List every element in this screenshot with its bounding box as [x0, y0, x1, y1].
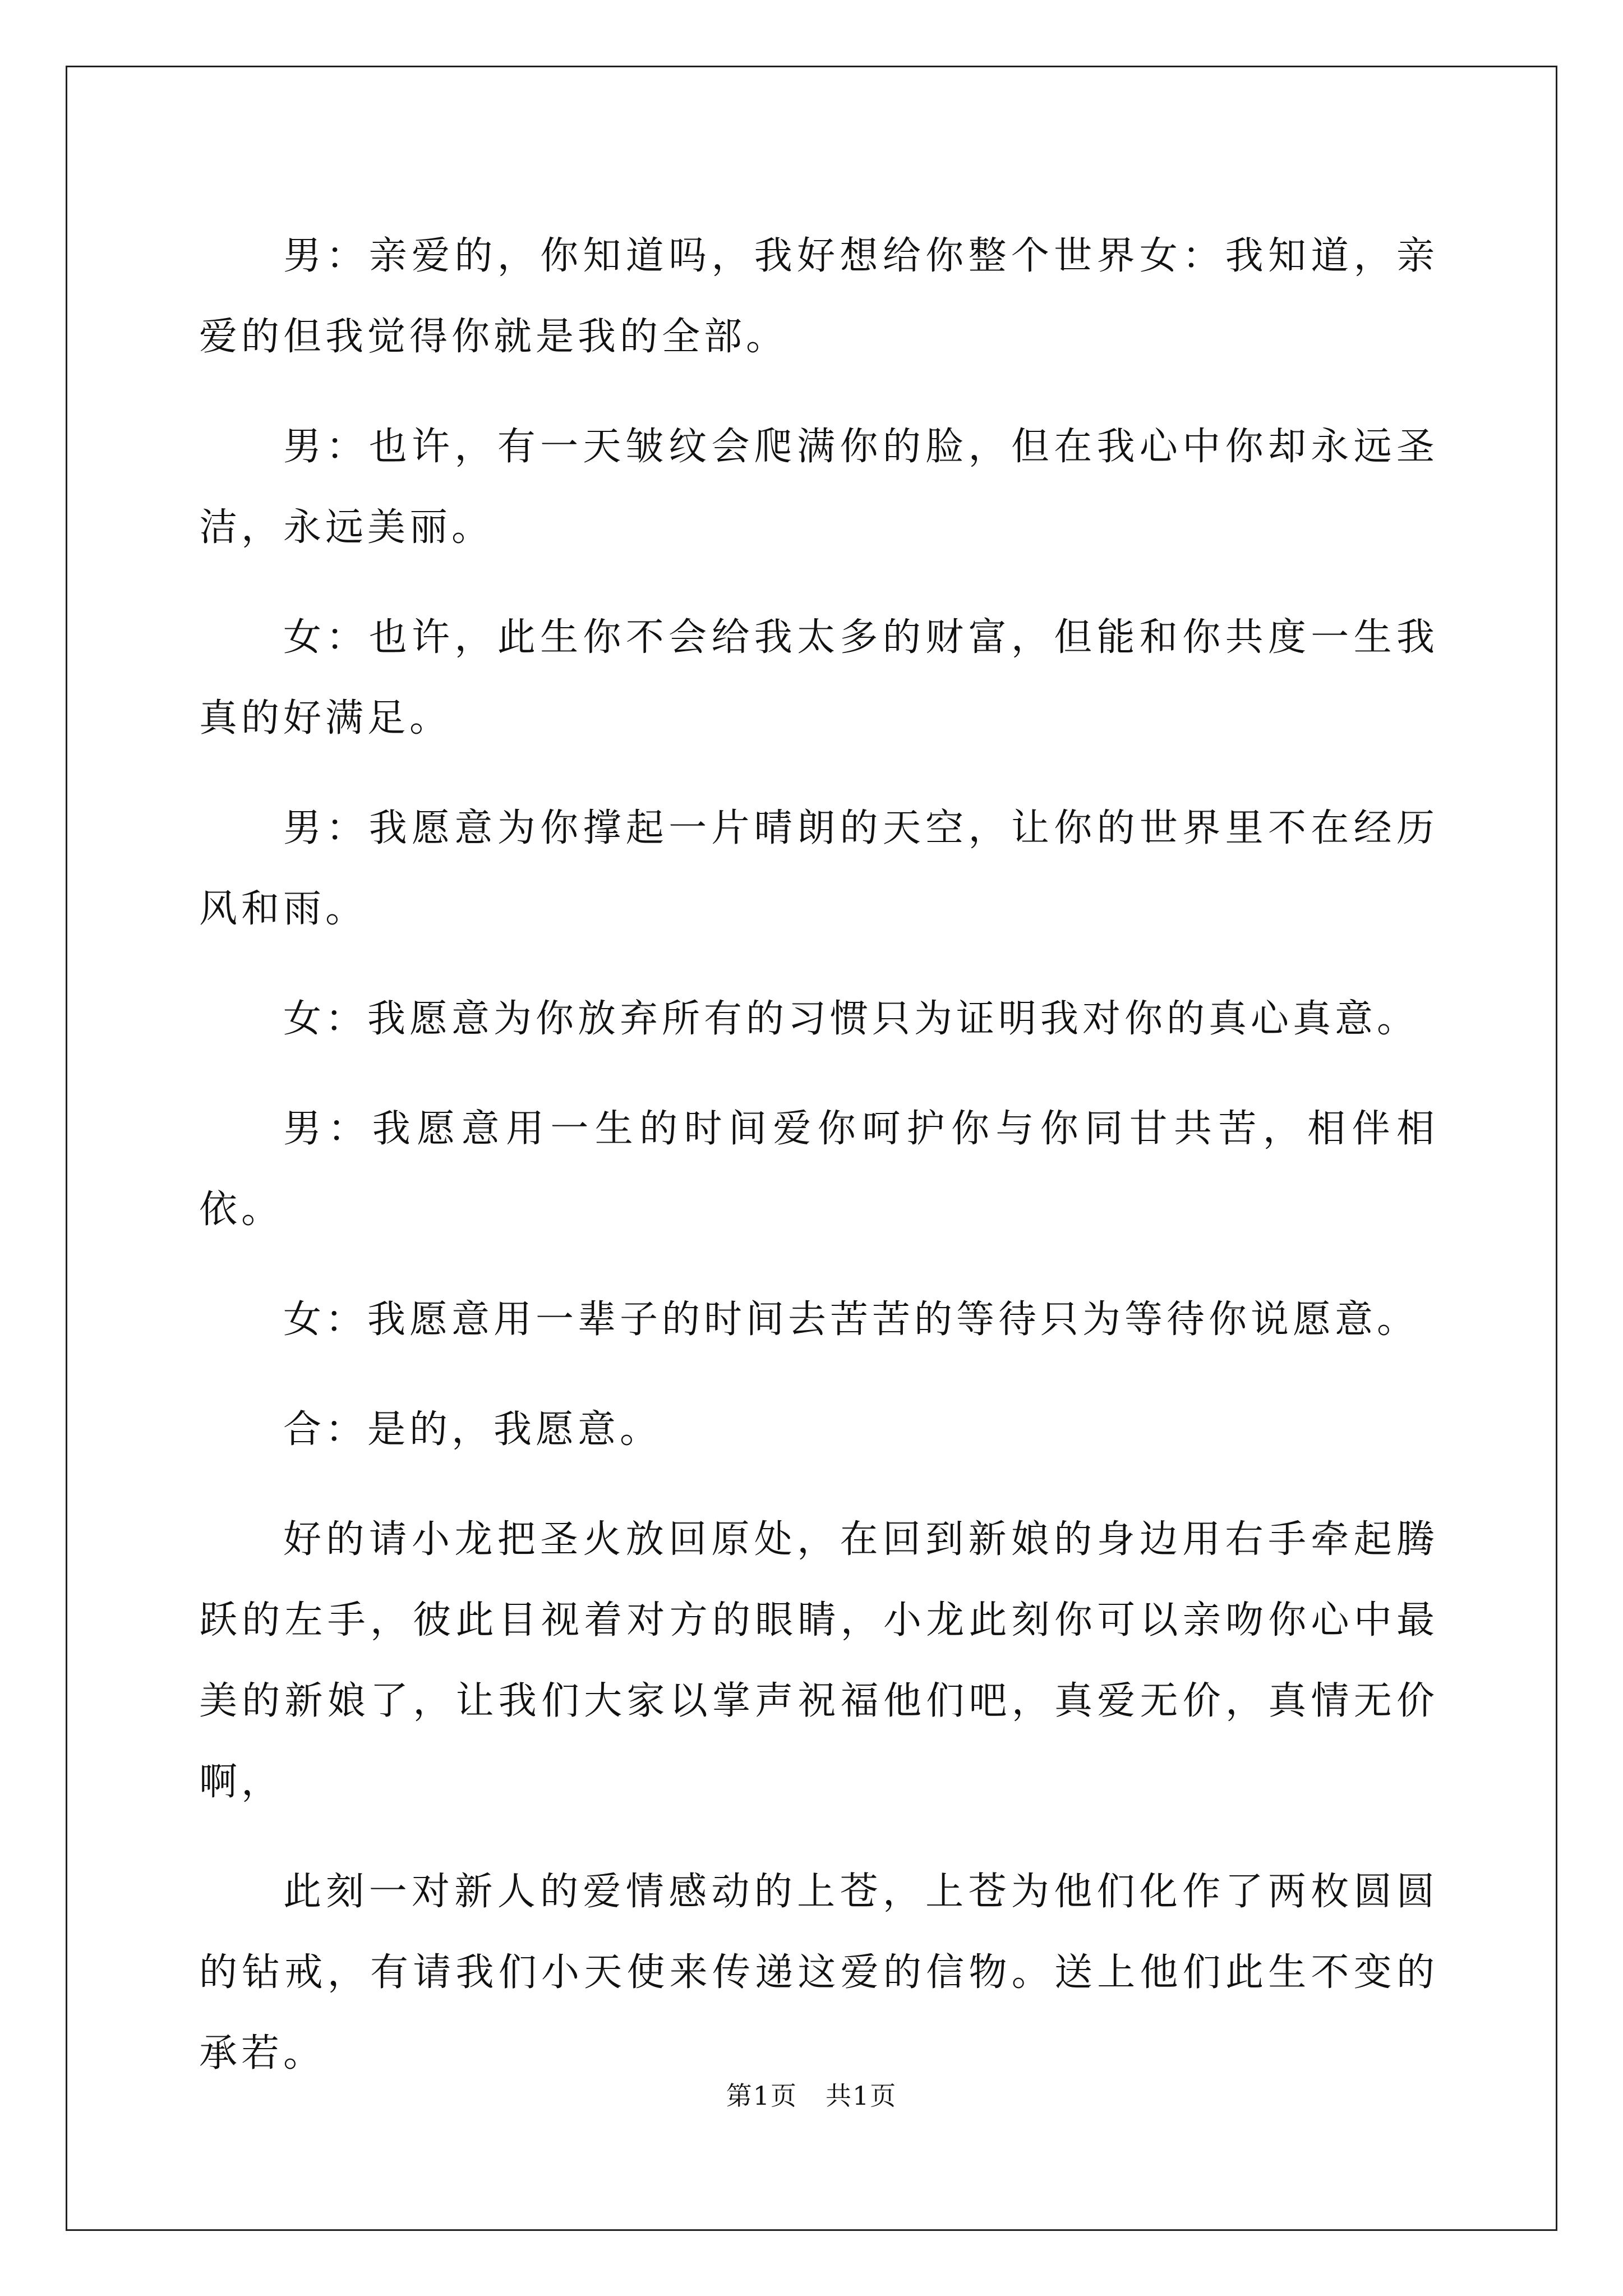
- document-body: [199, 216, 1438, 2123]
- paragraph-1: 男：亲爱的，你知道吗，我好想给你整个世界女：我知道，亲爱的但我觉得你就是我的全部。: [199, 234, 1438, 359]
- page-number: 第1页: [726, 2081, 797, 2111]
- paragraph-3: 女：也许，此生你不会给我太多的财富，但能和你共度一生我真的好满足。: [199, 615, 1438, 740]
- paragraph-9: 好的请小龙把圣火放回原处，在回到新娘的身边用右手牵起腾跃的左手，彼此目视着对方的眼睛，小龙此刻你可以亲吻你心中最美的新娘了，让我们大家以掌声祝福他们吧，真爱无价，真情无价啊，: [199, 1517, 1438, 1804]
- paragraph-5: 女：我愿意为你放弃所有的习惯只为证明我对你的真心真意。: [283, 997, 1419, 1041]
- paragraph-4: 男：我愿意为你撑起一片晴朗的天空，让你的世界里不在经历风和雨。: [199, 806, 1438, 931]
- paragraph-6: 男：我愿意用一生的时间爱你呵护你与你同甘共苦，相伴相依。: [199, 1107, 1438, 1232]
- page-footer: [0, 2076, 1623, 2113]
- paragraph-2: 男：也许，有一天皱纹会爬满你的脸，但在我心中你却永远圣洁，永远美丽。: [199, 425, 1438, 550]
- paragraph-8: 合：是的，我愿意。: [283, 1407, 662, 1452]
- page-total: 共1页: [826, 2081, 897, 2111]
- paragraph-7: 女：我愿意用一辈子的时间去苦苦的等待只为等待你说愿意。: [283, 1297, 1419, 1342]
- paragraph-10: 此刻一对新人的爱情感动的上苍，上苍为他们化作了两枚圆圆的钻戒，有请我们小天使来传递这爱的信物。送上他们此生不变的承若。: [199, 1870, 1438, 2076]
